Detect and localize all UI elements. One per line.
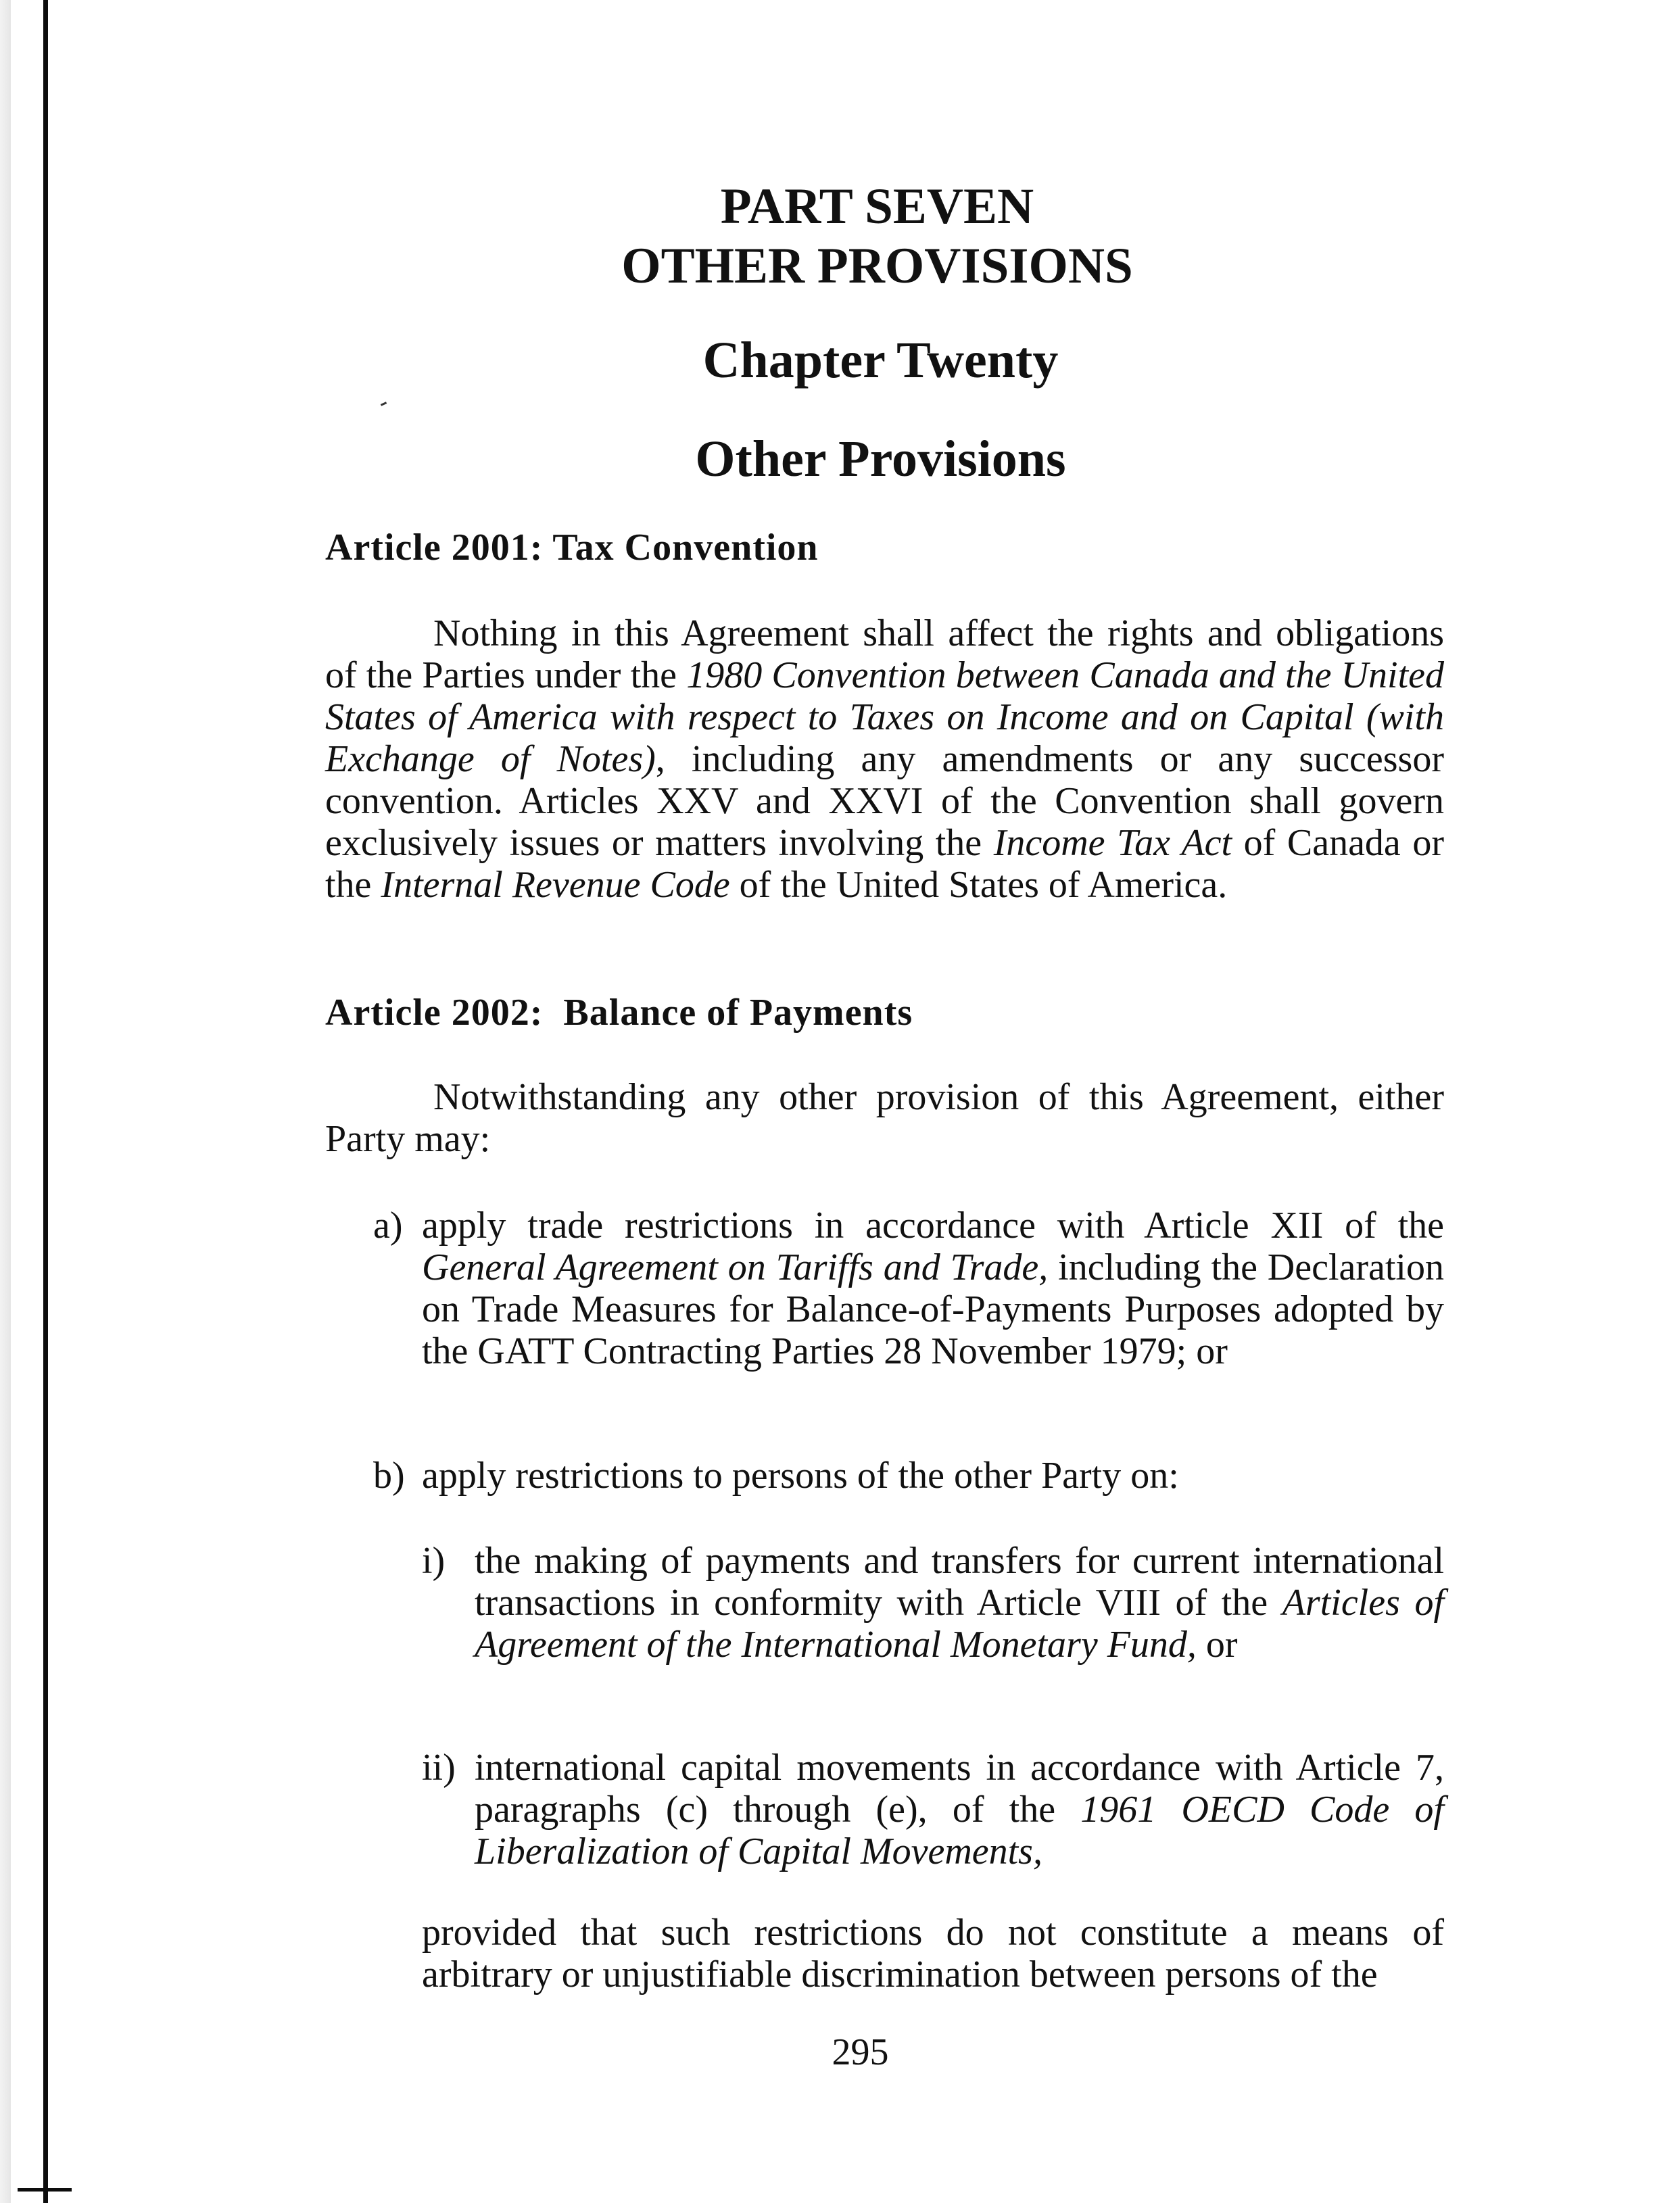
article-2002-heading: Article 2002: Balance of Payments xyxy=(325,992,913,1034)
list-item-i xyxy=(422,1540,1444,1666)
article-2001-text-3: of Canada or the xyxy=(325,822,1444,906)
list-item-i-italic-1: Articles of Agreement of the International Monetary Fund, xyxy=(475,1582,1444,1666)
list-item-a-text-2: including the Declaration on Trade Measures for Balance-of-Payments Purposes adopted by the GATT Contracting Parties 28 November 1979; or xyxy=(422,1246,1444,1372)
list-item-ii-text-1: international capital movements in accordance with Article 7, paragraphs (c) through (e), of the xyxy=(475,1747,1444,1831)
article-2002-intro-text: Notwithstanding any other provision of this Agreement, either Party may: xyxy=(325,1076,1444,1160)
article-2001-text-2: , including any amendments or any successor convention. Articles XXV and XXVI of the Convention shall govern exclusively issues or matters involving the xyxy=(325,738,1444,864)
article-2001-italic-1: 1980 Convention between Canada and the United States of America with respect to Taxes on Income and on Capital (with Exchange of Notes) xyxy=(325,654,1444,780)
chapter-number-text: Chapter Twenty xyxy=(702,332,1059,389)
list-item-a xyxy=(373,1205,1444,1372)
chapter-title-text: Other Provisions xyxy=(695,431,1066,487)
article-2001-text-1: Nothing in this Agreement shall affect the rights and obligations of the Parties under the xyxy=(325,612,1444,696)
page-number xyxy=(0,2031,1680,2074)
list-marker-b: b) xyxy=(373,1455,405,1497)
list-marker-ii: ii) xyxy=(422,1747,456,1789)
part-title: OTHER PROVISIONS xyxy=(621,238,1133,294)
article-2001-heading: Article 2001: Tax Convention xyxy=(325,527,819,568)
list-marker-a: a) xyxy=(373,1205,403,1246)
list-item-a-italic-1: General Agreement on Tariffs and Trade, xyxy=(422,1246,1049,1288)
article-2001-text-4: of the United States of America. xyxy=(729,864,1228,906)
chapter-number xyxy=(0,330,1680,391)
list-item-b xyxy=(373,1455,1444,1497)
article-2001-italic-3: Internal Revenue Code xyxy=(381,864,730,906)
chapter-title xyxy=(0,429,1680,489)
list-marker-i: i) xyxy=(422,1540,446,1582)
margin-tick xyxy=(18,2188,72,2192)
list-item-a-text-1: apply trade restrictions in accordance with Article XII of the xyxy=(422,1205,1444,1246)
article-2002-proviso xyxy=(422,1912,1444,1995)
article-2002-proviso-text: provided that such restrictions do not constitute a means of arbitrary or unjustifiable discrimination between persons of the xyxy=(422,1912,1444,1995)
part-heading xyxy=(0,177,1680,296)
stray-mark xyxy=(381,402,387,406)
list-item-ii xyxy=(422,1747,1444,1872)
article-2001-body xyxy=(325,612,1444,906)
article-2002-intro xyxy=(325,1076,1444,1160)
list-item-b-text: apply restrictions to persons of the other Party on: xyxy=(422,1455,1179,1497)
list-item-i-text-2: or xyxy=(1196,1624,1238,1666)
article-2001-italic-2: Income Tax Act xyxy=(993,822,1232,864)
list-item-i-text-1: the making of payments and transfers for current international transactions in conformity with Article VIII of the xyxy=(475,1540,1444,1624)
list-item-ii-italic-1: 1961 OECD Code of Liberalization of Capital Movements, xyxy=(475,1789,1444,1872)
page-number-text: 295 xyxy=(832,2031,889,2073)
part-number: PART SEVEN xyxy=(720,178,1034,235)
